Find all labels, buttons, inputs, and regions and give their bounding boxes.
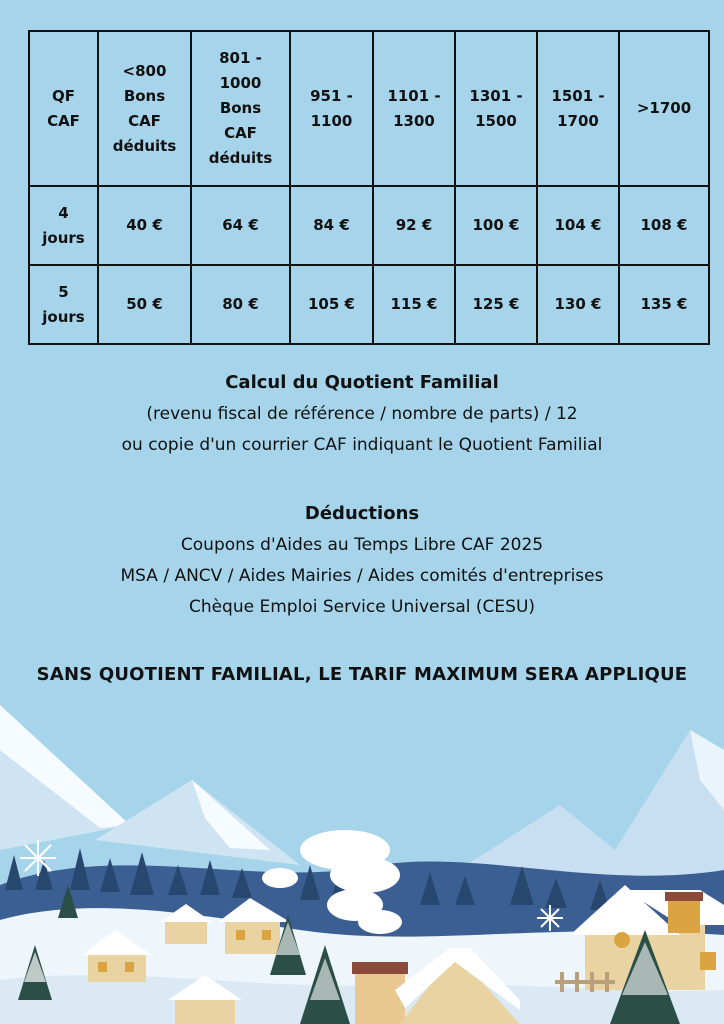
header-qf-1301-1500: 1301 - 1500	[455, 31, 537, 186]
price-cell: 84 €	[290, 186, 373, 265]
price-cell: 92 €	[373, 186, 455, 265]
price-cell: 64 €	[191, 186, 290, 265]
header-qf-1101-1300: 1101 - 1300	[373, 31, 455, 186]
price-cell: 104 €	[537, 186, 619, 265]
header-qf-under-800: <800 Bons CAF déduits	[98, 31, 191, 186]
price-cell: 50 €	[98, 265, 191, 344]
price-cell: 105 €	[290, 265, 373, 344]
deductions-title: Déductions	[304, 503, 420, 524]
winter-village-illustration	[0, 690, 724, 1024]
price-cell: 40 €	[98, 186, 191, 265]
price-cell: 130 €	[537, 265, 619, 344]
table-header-row	[29, 31, 709, 186]
price-cell: 108 €	[619, 186, 709, 265]
warning-text: SANS QUOTIENT FAMILIAL, LE TARIF MAXIMUM SERA APPLIQUE	[36, 664, 688, 685]
smoke-cloud	[330, 857, 400, 893]
deductions-line: MSA / ANCV / Aides Mairies / Aides comités d'entreprises	[120, 566, 604, 586]
price-cell: 80 €	[191, 265, 290, 344]
deductions-section	[0, 498, 724, 623]
price-cell: 135 €	[619, 265, 709, 344]
header-qf-over-1700: >1700	[619, 31, 709, 186]
quotient-line: ou copie d'un courrier CAF indiquant le Quotient Familial	[121, 435, 603, 455]
price-cell: 100 €	[455, 186, 537, 265]
header-qf-1501-1700: 1501 - 1700	[537, 31, 619, 186]
deductions-line: Coupons d'Aides au Temps Libre CAF 2025	[180, 535, 544, 555]
tarif-table	[28, 30, 710, 345]
smoke-cloud	[262, 868, 298, 888]
quotient-title: Calcul du Quotient Familial	[225, 372, 499, 393]
quotient-line: (revenu fiscal de référence / nombre de parts) / 12	[146, 404, 578, 424]
table-row-5-jours	[29, 265, 709, 344]
row-label: 4 jours	[29, 186, 98, 265]
smoke-cloud	[358, 910, 402, 934]
deductions-line: Chèque Emploi Service Universal (CESU)	[188, 597, 536, 617]
row-label: 5 jours	[29, 265, 98, 344]
header-qf-caf: QF CAF	[29, 31, 98, 186]
header-qf-801-1000: 801 - 1000 Bons CAF déduits	[191, 31, 290, 186]
price-cell: 125 €	[455, 265, 537, 344]
quotient-section	[0, 367, 724, 461]
table-row-4-jours	[29, 186, 709, 265]
header-qf-951-1100: 951 - 1100	[290, 31, 373, 186]
price-cell: 115 €	[373, 265, 455, 344]
